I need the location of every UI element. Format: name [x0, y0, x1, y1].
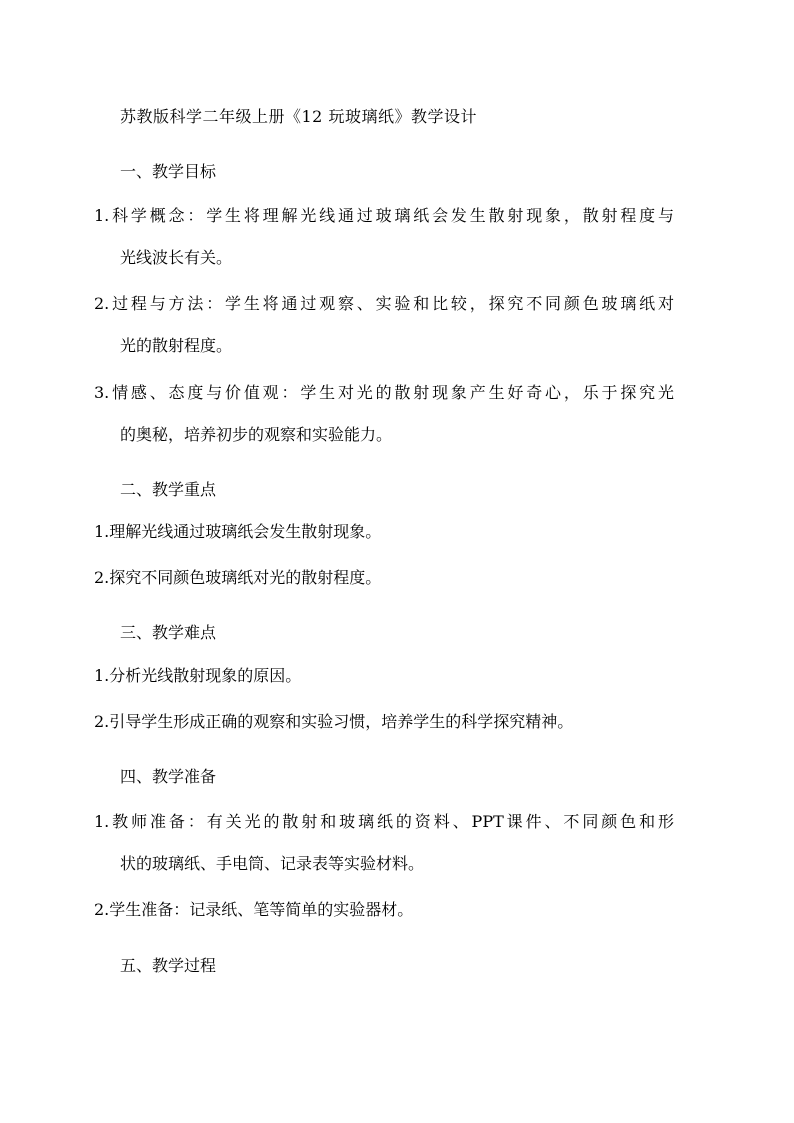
objective-item-2: 2.过程与方法：学生将通过观察、实验和比较，探究不同颜色玻璃纸对: [94, 294, 674, 313]
objective-item-3: 3.情感、态度与价值观：学生对光的散射现象产生好奇心，乐于探究光: [94, 383, 674, 402]
objective-item-1: 1.科学概念：学生将理解光线通过玻璃纸会发生散射现象，散射程度与: [94, 206, 674, 225]
document-title: 苏教版科学二年级上册《12 玩玻璃纸》教学设计: [120, 107, 477, 126]
key-point-item-2: 2.探究不同颜色玻璃纸对光的散射程度。: [94, 568, 382, 587]
section-heading-objectives: 一、教学目标: [120, 162, 217, 181]
preparation-item-1-cont: 状的玻璃纸、手电筒、记录表等实验材料。: [120, 854, 425, 873]
preparation-item-1: 1.教师准备：有关光的散射和玻璃纸的资料、PPT课件、不同颜色和形: [94, 812, 674, 831]
section-heading-key-points: 二、教学重点: [120, 480, 217, 499]
objective-item-2-cont: 光的散射程度。: [120, 336, 233, 355]
preparation-item-2: 2.学生准备：记录纸、笔等简单的实验器材。: [94, 900, 414, 919]
objective-item-3-cont: 的奥秘，培养初步的观察和实验能力。: [120, 425, 393, 444]
difficulty-item-1: 1.分析光线散射现象的原因。: [94, 666, 302, 685]
section-heading-process: 五、教学过程: [120, 956, 217, 975]
key-point-item-1: 1.理解光线通过玻璃纸会发生散射现象。: [94, 522, 382, 541]
difficulty-item-2: 2.引导学生形成正确的观察和实验习惯，培养学生的科学探究精神。: [94, 712, 574, 731]
objective-item-1-cont: 光线波长有关。: [120, 248, 233, 267]
section-heading-preparation: 四、教学准备: [120, 767, 217, 786]
section-heading-difficulties: 三、教学难点: [120, 623, 217, 642]
